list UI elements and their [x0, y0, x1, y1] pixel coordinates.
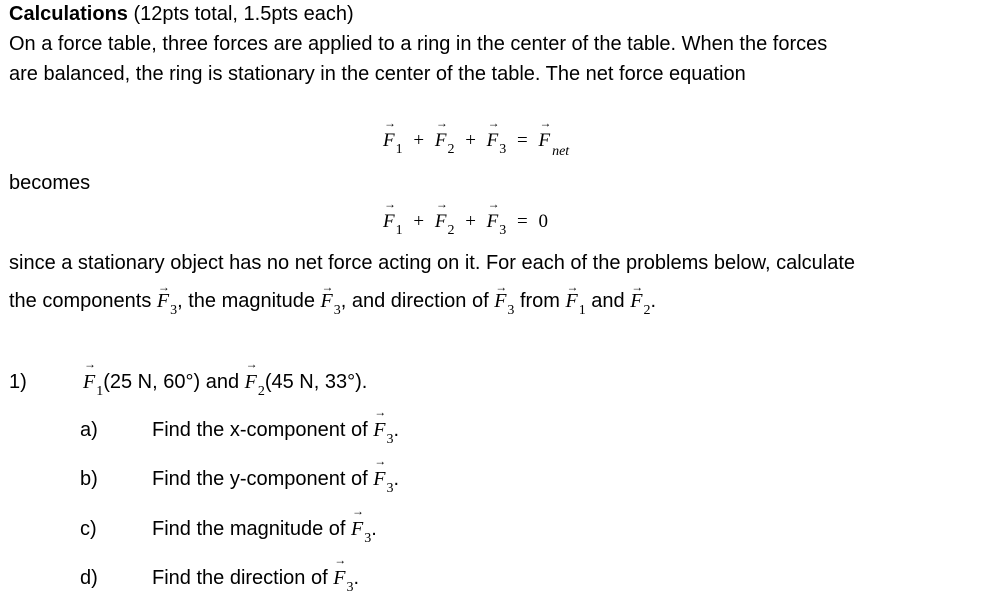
problem-number: 1) [9, 371, 27, 393]
question-label: d) [80, 567, 98, 589]
question-label: c) [80, 518, 97, 540]
heading [9, 2, 354, 26]
heading-points: (12pts total, 1.5pts each) [127, 3, 354, 25]
question-text: Find the y-component of → $F_3$. [152, 468, 399, 491]
intro-line-2: are balanced, the ring is stationary in the center of the table. The net force equation [9, 63, 746, 85]
since-line-2: the components → $F_3$, the magnitude → $F_3$, and direction of → $F_3$ from → $F_1$ and → $F_2$. [9, 289, 656, 316]
question-text: Find the magnitude of → $F_3$. [152, 518, 377, 541]
zero: 0 [538, 211, 548, 232]
balanced-equation: → $F_1$ + → $F_2$ + → $F_3 = 0$ [383, 211, 548, 233]
question-text: Find the direction of → $F_3$. [152, 567, 359, 590]
vector-Fnet: → $F_{net}$ [538, 130, 569, 152]
becomes-text: becomes [9, 172, 91, 194]
vector-F3: → $F_3$ [487, 130, 507, 152]
question-label: a) [80, 419, 98, 441]
vector-F3: → $F_3$ [487, 211, 507, 233]
question-text: Find the x-component of → $F_3$. [152, 419, 399, 442]
vector-F2: → $F_2$ [435, 130, 455, 152]
question-label: b) [80, 468, 98, 490]
vector-F1: → $F_1$ [383, 211, 403, 233]
net-force-equation: → $F_1$ + → $F_2$ + → $F_3$ = → $F_{net}$ [383, 130, 569, 152]
vector-F1: → $F_1$ [383, 130, 403, 152]
intro-line-1: On a force table, three forces are applied to a ring in the center of the table. When the forces [9, 33, 828, 55]
vector-F2: → $F_2$ [435, 211, 455, 233]
problem-statement: → $F_1(25$ N, 60°) and → $F_2(45$ N, 33°). [83, 371, 367, 394]
heading-bold: Calculations [9, 3, 128, 25]
since-line-1: since a stationary object has no net force acting on it. For each of the problems below, calculate [9, 252, 856, 274]
